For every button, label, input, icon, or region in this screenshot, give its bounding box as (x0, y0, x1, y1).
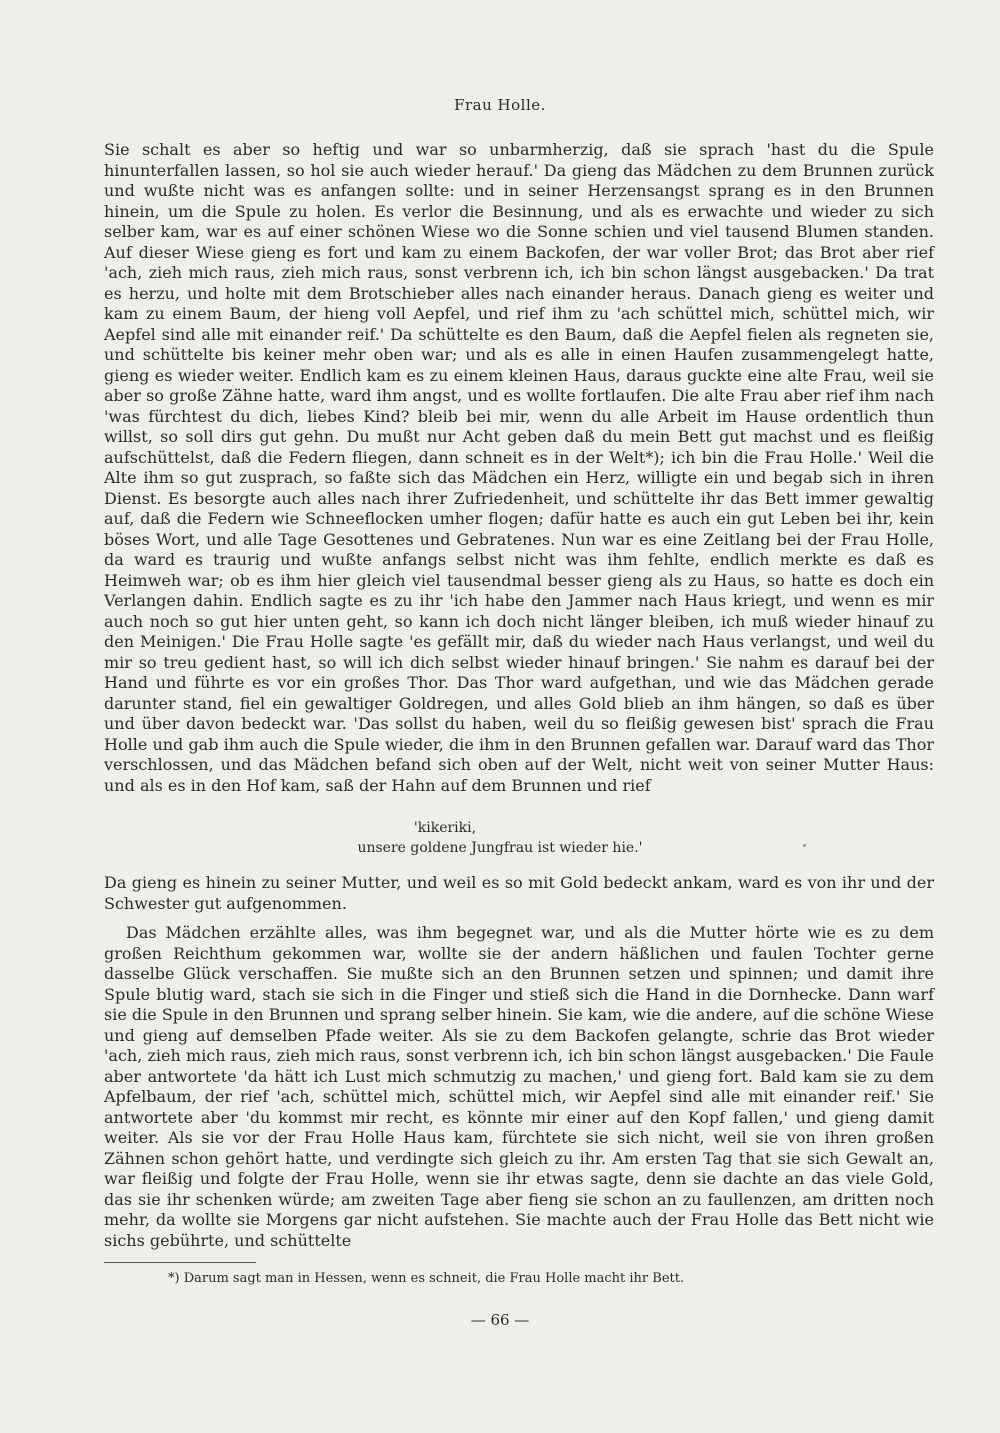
paragraph-text: Das Mädchen erzählte alles, was ihm begegnet war, und als die Mutter hörte wie es zu dem großen Reichthum gekommen war, wollte sie der andern häßlichen und faulen Tochter gerne dasselbe Glück verschaffen. Sie mußte sich an den Brunnen setzen und spinnen; und damit ihre Spule blutig ward, stach sie sich in die Finger und stieß sich die Hand in die Dornhecke. Dann warf sie die Spule in den Brunnen und sprang selber hinein. Sie kam, wie die andere, auf die schöne Wiese und gieng auf demselben Pfade weiter. Als sie zu dem Backofen gelangte, schrie das Brot wieder 'ach, zieh mich raus, zieh mich raus, sonst verbrenn ich, ich bin schon längst ausgebacken.' Die Faule aber antwortete 'da hätt ich Lust mich schmutzig zu machen,' und gieng fort. Bald kam sie zu dem Apfelbaum, der rief 'ach, schüttel mich, schüttel mich, wir Aepfel sind alle mit einander reif.' Sie antwortete aber 'du kommst mir recht, es könnte mir einer auf den Kopf fallen,' und gieng damit weiter. Als sie vor der Frau Holle Haus kam, fürchtete sie sich nicht, weil sie von ihren großen Zähnen schon gehört hatte, und verdingte sich gleich zu ihr. Am ersten Tag that sie sich Gewalt an, war fleißig und folgte der Frau Holle, wenn sie ihr etwas sagte, denn sie dachte an das viele Gold, das sie ihr schenken würde; am zweiten Tage aber fieng sie schon an zu faullenzen, am dritten noch mehr, da wollte sie Morgens gar nicht aufstehen. Sie machte auch der Frau Holle das Bett nicht wie sichs gebührte, und schüttelte (104, 923, 934, 1250)
page-number: — 66 — (470, 1311, 530, 1329)
body-paragraph-2 (104, 873, 934, 914)
footnote-divider (104, 1262, 256, 1263)
verse-line-2: unsere goldene Jungfrau ist wieder hie.' (357, 840, 643, 856)
body-paragraph-3 (104, 923, 934, 1251)
verse-block (0, 818, 1000, 858)
body-paragraph-1 (104, 140, 934, 796)
running-title: Frau Holle. (454, 96, 546, 114)
paper-speck (803, 844, 806, 847)
verse-line-1: 'kikeriki, (413, 820, 477, 836)
footnote: *) Darum sagt man in Hessen, wenn es schneit, die Frau Holle macht ihr Bett. (168, 1271, 685, 1286)
paragraph-text: Sie schalt es aber so heftig und war so unbarmherzig, daß sie sprach 'hast du die Spule hinunterfallen lassen, so hol sie auch wieder herauf.' Da gieng das Mädchen zu dem Brunnen zurück und wußte nicht was es anfangen sollte: und in seiner Herzensangst sprang es in den Brunnen hinein, um die Spule zu holen. Es verlor die Besinnung, und als es erwachte und wieder zu sich selber kam, war es auf einer schönen Wiese wo die Sonne schien und viel tausend Blumen standen. Auf dieser Wiese gieng es fort und kam zu einem Backofen, der war voller Brot; das Brot aber rief 'ach, zieh mich raus, zieh mich raus, sonst verbrenn ich, ich bin schon längst ausgebacken.' Da trat es herzu, und holte mit dem Brotschieber alles nach einander heraus. Danach gieng es weiter und kam zu einem Baum, der hieng voll Aepfel, und rief ihm zu 'ach schüttel mich, schüttel mich, wir Aepfel sind alle mit einander reif.' Da schüttelte es den Baum, daß die Aepfel fielen als regneten sie, und schüttelte bis keiner mehr oben war; und als es alle in einen Haufen zusammengelegt hatte, gieng es wieder weiter. Endlich kam es zu einem kleinen Haus, daraus guckte eine alte Frau, weil sie aber so große Zähne hatte, ward ihm angst, und es wollte fortlaufen. Die alte Frau aber rief ihm nach 'was fürchtest du dich, liebes Kind? bleib bei mir, wenn du alle Arbeit im Hause ordentlich thun willst, so soll dirs gut gehn. Du mußt nur Acht geben daß du mein Bett gut machst und es fleißig aufschüttelst, daß die Federn fliegen, dann schneit es in der Welt*); ich bin die Frau Holle.' Weil die Alte ihm so gut zusprach, so faßte sich das Mädchen ein Herz, willigte ein und begab sich in ihren Dienst. Es besorgte auch alles nach ihrer Zufriedenheit, und schüttelte ihr das Bett immer gewaltig auf, daß die Federn wie Schneeflocken umher flogen; dafür hatte es auch ein gut Leben bei ihr, kein böses Wort, und alle Tage Gesottenes und Gebratenes. Nun war es eine Zeitlang bei der Frau Holle, da ward es traurig und wußte anfangs selbst nicht was ihm fehlte, endlich merkte es daß es Heimweh war; ob es ihm hier gleich viel tausendmal besser gieng als zu Haus, so hatte es doch ein Verlangen dahin. Endlich sagte es zu ihr 'ich habe den Jammer nach Haus kriegt, und wenn es mir auch noch so gut hier unten geht, so kann ich doch nicht länger bleiben, ich muß wieder hinauf zu den Meinigen.' Die Frau Holle sagte 'es gefällt mir, daß du wieder nach Haus verlangst, und weil du mir so treu gedient hast, so will ich dich selbst wieder hinauf bringen.' Sie nahm es darauf bei der Hand und führte es vor ein großes Thor. Das Thor ward aufgethan, und wie das Mädchen gerade darunter stand, fiel ein gewaltiger Goldregen, und alles Gold blieb an ihm hängen, so daß es über und über davon bedeckt war. 'Das sollst du haben, weil du so fleißig gewesen bist' sprach die Frau Holle und gab ihm auch die Spule wieder, die ihm in den Brunnen gefallen war. Darauf ward das Thor verschlossen, und das Mädchen befand sich oben auf der Welt, nicht weit von seiner Mutter Haus: und als es in den Hof kam, saß der Hahn auf dem Brunnen und rief (104, 140, 934, 795)
paragraph-text: Da gieng es hinein zu seiner Mutter, und weil es so mit Gold bedeckt ankam, ward es von ihr und der Schwester gut aufgenommen. (104, 873, 934, 913)
